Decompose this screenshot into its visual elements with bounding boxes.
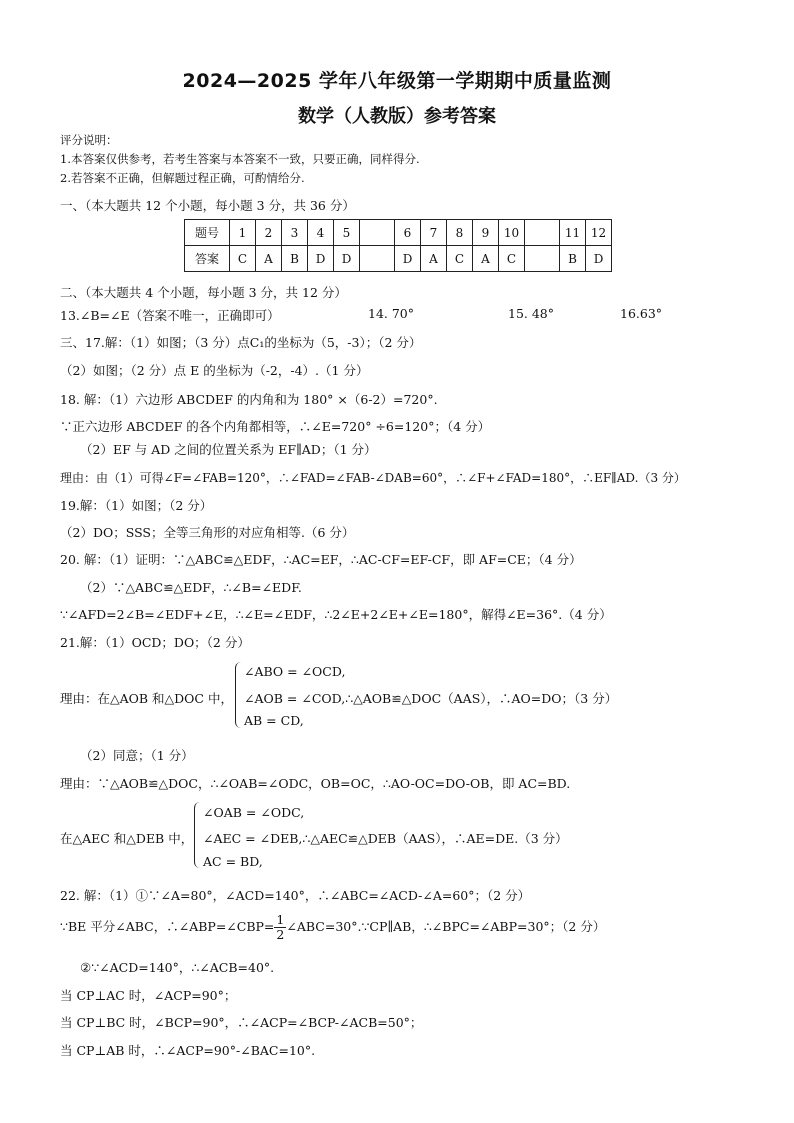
table-gap-cell: [525, 220, 560, 246]
q19-line-1: 19.解：（1）如图；（2 分）: [60, 498, 213, 513]
q21-system-2-eq2: ∠AEC = ∠DEB,∴△AEC≌△DEB（AAS），∴AE=DE.（3 分）: [203, 831, 568, 846]
table-cell: 2: [256, 220, 282, 246]
q21-system-2-eq3: AC = BD,: [203, 854, 263, 869]
table-cell: 4: [308, 220, 334, 246]
table-cell: D: [395, 246, 421, 272]
q20-line-2: （2）∵△ABC≌△EDF，∴∠B=∠EDF.: [80, 580, 302, 595]
table-cell: 5: [334, 220, 360, 246]
q17-line-1: 三、17.解：（1）如图；（3 分）点C₁的坐标为（5，-3）；（2 分）: [60, 335, 422, 350]
q20-line-1: 20. 解：（1）证明：∵△ABC≌△EDF，∴AC=EF，∴AC-CF=EF-CF，即 AF=CE；（4 分）: [60, 552, 582, 567]
q21-line-3: 理由：∵△AOB≌△DOC，∴∠OAB=∠ODC，OB=OC，∴AO-OC=DO-OB，即 AC=BD.: [60, 776, 571, 791]
document-title: 2024—2025 学年八年级第一学期期中质量监测: [182, 70, 612, 92]
table-cell: D: [586, 246, 612, 272]
q17-line-2: （2）如图；（2 分）点 E 的坐标为（-2，-4）.（1 分）: [60, 363, 369, 378]
q22-line-2-part-b: ∠ABC=30°.∵CP∥AB，∴∠BPC=∠ABP=30°；（2 分）: [286, 919, 606, 934]
table-gap-cell: [360, 246, 395, 272]
q20-line-3: ∵∠AFD=2∠B=∠EDF+∠E，∴∠E=∠EDF，∴2∠E+2∠E+∠E=180°，解得∠E=36°.（4 分）: [60, 607, 612, 622]
left-brace-2: [194, 802, 201, 868]
table-cell: 10: [499, 220, 525, 246]
fraction-numerator: 1: [276, 912, 285, 927]
table-cell: 7: [421, 220, 447, 246]
table-cell: C: [499, 246, 525, 272]
table-cell: D: [334, 246, 360, 272]
table-cell: 3: [282, 220, 308, 246]
q21-reason-1-prefix: 理由：在△AOB 和△DOC 中，: [60, 691, 233, 706]
table-cell: 9: [473, 220, 499, 246]
table-gap-cell: [360, 220, 395, 246]
table-cell: 6: [395, 220, 421, 246]
q21-line-2: （2）同意；（1 分）: [80, 748, 194, 763]
q18-line-1: 18. 解：（1）六边形 ABCDEF 的内角和为 180° ×（6-2）=720°.: [60, 392, 438, 407]
table-cell: B: [282, 246, 308, 272]
table-cell: D: [308, 246, 334, 272]
table-row-numbers: [185, 220, 612, 246]
q18-line-2: ∵正六边形 ABCDEF 的各个内角都相等，∴∠E=720° ÷6=120°；（4 分）: [60, 419, 491, 434]
section-2-heading: 二、（本大题共 4 个小题，每小题 3 分，共 12 分）: [60, 285, 347, 300]
table-row-answers: [185, 246, 612, 272]
q21-system-1-eq2: ∠AOB = ∠COD,∴△AOB≌△DOC（AAS），∴AO=DO；（3 分）: [244, 691, 618, 706]
table-cell: 11: [560, 220, 586, 246]
table-cell: 8: [447, 220, 473, 246]
fraction-one-half: [274, 913, 286, 942]
document-subtitle: 数学（人教版）参考答案: [298, 106, 496, 127]
q19-line-2: （2）DO；SSS；全等三角形的对应角相等.（6 分）: [60, 525, 355, 540]
row-label-number: 题号: [185, 220, 230, 246]
answer-q15: 15. 48°: [508, 306, 555, 321]
q21-reason-2-prefix: 在△AEC 和△DEB 中，: [60, 831, 194, 846]
table-cell: A: [421, 246, 447, 272]
table-cell: A: [473, 246, 499, 272]
table-cell: B: [560, 246, 586, 272]
answer-q13: 13.∠B=∠E（答案不唯一，正确即可）: [60, 308, 280, 323]
q21-line-1: 21.解：（1）OCD；DO；（2 分）: [60, 635, 250, 650]
q21-system-1-eq3: AB = CD,: [244, 713, 304, 728]
row-label-answer: 答案: [185, 246, 230, 272]
fraction-denominator: 2: [276, 927, 285, 942]
q22-line-5: 当 CP⊥BC 时，∠BCP=90°，∴∠ACP=∠BCP-∠ACB=50°；: [60, 1015, 423, 1030]
note-2: 2.若答案不正确，但解题过程正确，可酌情给分.: [60, 171, 305, 185]
section-1-heading: 一、（本大题共 12 个小题，每小题 3 分，共 36 分）: [60, 198, 355, 213]
table-cell: 12: [586, 220, 612, 246]
q22-line-3: ②∵∠ACD=140°，∴∠ACB=40°.: [80, 960, 275, 975]
table-gap-cell: [525, 246, 560, 272]
q21-system-2-eq1: ∠OAB = ∠ODC,: [203, 805, 305, 820]
answer-table: [184, 219, 612, 272]
q22-line-2-part-a: ∵BE 平分∠ABC，∴∠ABP=∠CBP=: [60, 919, 275, 934]
note-1: 1.本答案仅供参考，若考生答案与本答案不一致，只要正确，同样得分.: [60, 152, 420, 166]
q22-line-1: 22. 解：（1）①∵∠A=80°，∠ACD=140°，∴∠ABC=∠ACD-∠A=60°；（2 分）: [60, 888, 531, 903]
q18-line-3: （2）EF 与 AD 之间的位置关系为 EF∥AD；（1 分）: [80, 442, 377, 457]
notes-heading: 评分说明：: [60, 133, 118, 147]
table-cell: C: [447, 246, 473, 272]
q18-line-4: 理由：由（1）可得∠F=∠FAB=120°，∴∠FAD=∠FAB-∠DAB=60°，∴∠F+∠FAD=180°，∴EF∥AD.（3 分）: [60, 471, 686, 485]
q21-system-1-eq1: ∠ABO = ∠OCD,: [244, 664, 346, 679]
q22-line-4: 当 CP⊥AC 时，∠ACP=90°；: [60, 988, 237, 1003]
table-cell: C: [230, 246, 256, 272]
answer-q14: 14. 70°: [368, 306, 415, 321]
table-cell: A: [256, 246, 282, 272]
left-brace-1: [235, 662, 242, 728]
q22-line-2: [60, 913, 605, 942]
q22-line-6: 当 CP⊥AB 时，∴∠ACP=90°-∠BAC=10°.: [60, 1043, 316, 1058]
table-cell: 1: [230, 220, 256, 246]
answer-q16: 16.63°: [620, 306, 663, 321]
